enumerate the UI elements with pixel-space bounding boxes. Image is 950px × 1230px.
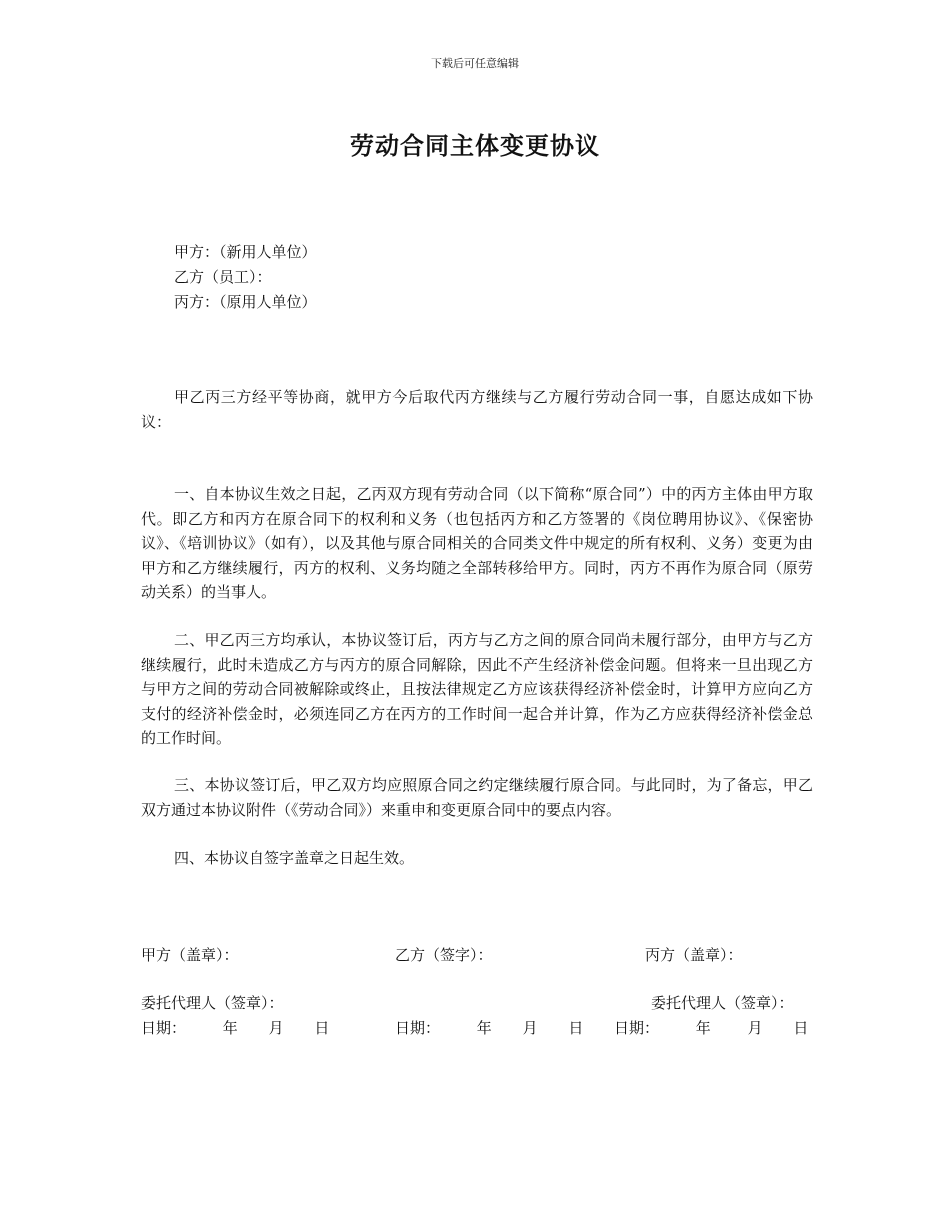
date-label: 日期： [395,1019,441,1037]
year-label: 年 [695,1019,711,1037]
day-label: 日 [793,1019,809,1037]
party-a-line: 甲方：（新用人单位） [174,243,317,261]
parties-block [174,240,317,315]
year-label: 年 [222,1019,238,1037]
day-label: 日 [314,1019,330,1037]
clause-4: 四、本协议自签字盖章之日起生效。 [174,849,415,867]
month-label: 月 [522,1019,538,1037]
clause-3: 三、本协议签订后，甲乙双方均应照原合同之约定继续履行原合同。与此同时，为了备忘，甲乙双方通过本协议附件（《劳动合同》）来重申和变更原合同中的要点内容。 [141,776,813,819]
intro-paragraph: 甲乙丙三方经平等协商，就甲方今后取代丙方继续与乙方履行劳动合同一事，自愿达成如下协议： [141,388,813,431]
party-a-agent-label: 委托代理人（签章）： [141,994,284,1012]
party-a-seal-label: 甲方（盖章）： [141,946,239,964]
date-label: 日期： [141,1019,187,1037]
date-label: 日期： [614,1019,660,1037]
party-b-date [395,1017,583,1038]
month-label: 月 [747,1019,763,1037]
clause-2: 二、甲乙丙三方均承认，本协议签订后，丙方与乙方之间的原合同尚未履行部分，由甲方与乙方继续履行，此时未造成乙方与丙方的原合同解除，因此不产生经济补偿金问题。但将来一旦出现乙方与甲方之间的劳动合同被解除或终止，且按法律规定乙方应该获得经济补偿金时，计算甲方应向乙方支付的经济补偿金时，必须连同乙方在丙方的工作时间一起合并计算，作为乙方应获得经济补偿金总的工作时间。 [141,631,813,747]
party-c-line: 丙方：（原用人单位） [174,293,317,311]
clause-1: 一、自本协议生效之日起，乙丙双方现有劳动合同（以下简称“原合同”）中的丙方主体由甲方取代。即乙方和丙方在原合同下的权利和义务（也包括丙方和乙方签署的《岗位聘用协议》、《保密协议》、《培训协议》（如有），以及其他与原合同相关的合同类文件中规定的所有权利、义务）变更为由甲方和乙方继续履行，丙方的权利、义务均随之全部转移给甲方。同时，丙方不再作为原合同（原劳动关系）的当事人。 [141,485,813,601]
header-note: 下载后可任意编辑 [431,57,519,70]
day-label: 日 [568,1019,584,1037]
year-label: 年 [476,1019,492,1037]
party-c-agent-label: 委托代理人（签章）： [651,994,794,1012]
party-c-date [614,1017,808,1038]
document-title: 劳动合同主体变更协议 [350,131,600,160]
party-a-date [141,1017,329,1038]
party-b-sign-label: 乙方（签字）： [395,946,493,964]
party-c-seal-label: 丙方（盖章）： [645,946,743,964]
party-b-line: 乙方（员工）： [174,268,272,286]
month-label: 月 [268,1019,284,1037]
